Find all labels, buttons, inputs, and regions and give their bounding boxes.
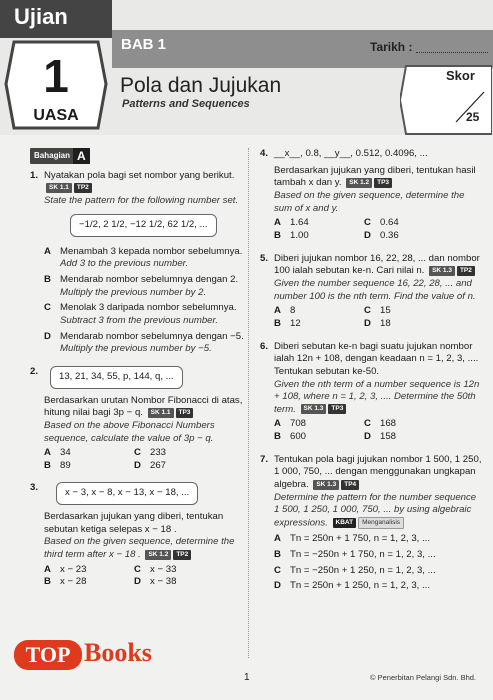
tp-tag: TP3 — [176, 408, 194, 418]
sequence-box: x − 3, x − 8, x − 13, x − 18, ... — [56, 482, 198, 505]
tp-tag: TP4 — [341, 480, 359, 490]
left-column — [30, 148, 254, 589]
topbooks-logo-books: Books — [84, 638, 152, 667]
question-text: Nyatakan pola bagi set nombor yang berikut. — [44, 170, 235, 181]
option-c[interactable]: C x − 33 — [134, 563, 177, 575]
option-d[interactable]: D 18 — [364, 317, 391, 329]
sk-tag: SK 1.1 — [148, 408, 174, 418]
sequence-box: 13, 21, 34, 55, p, 144, q, ... — [50, 366, 183, 389]
section-letter: A — [73, 148, 90, 164]
question-text-en: Given the nth term of a number sequence is 12n + 108, where n = 1, 2, 3, .... Determine the 50th term. — [274, 378, 480, 415]
chapter-title: Pola dan Jujukan — [120, 74, 282, 97]
question-text: Tentukan pola bagi jujukan nombor 1 500, 1 250, 1 000, 750, ... dengan menggunakan ungkapan algebra. — [274, 453, 482, 491]
kbat-tag: KBAT — [333, 518, 357, 528]
option-b[interactable]: B x − 28 — [44, 576, 87, 588]
option-b[interactable]: B Mendarab nombor sebelumnya dengan 2. Multiply the previous number by 2. — [44, 273, 239, 298]
question-number: 2. — [30, 365, 39, 377]
chapter-subtitle: Patterns and Sequences — [122, 98, 250, 110]
question-1 — [30, 170, 254, 356]
uasa-label: UASA — [33, 107, 79, 124]
options — [44, 564, 254, 589]
date-field[interactable] — [416, 52, 488, 53]
tp-tag: TP2 — [74, 183, 92, 193]
question-7 — [260, 454, 484, 593]
tp-tag: TP2 — [173, 550, 191, 560]
option-a[interactable]: A x − 23 — [44, 563, 87, 575]
option-d[interactable]: D 158 — [364, 431, 397, 443]
page-number: 1 — [244, 672, 250, 683]
bab-label: BAB 1 — [121, 36, 167, 53]
option-c[interactable]: C 233 — [134, 447, 167, 459]
question-number: 1. — [30, 170, 39, 181]
option-c[interactable]: C Menolak 3 daripada nombor sebelumnya. Subtract 3 from the previous number. — [44, 302, 237, 326]
sk-tag: SK 1.2 — [346, 178, 372, 188]
question-number: 3. — [30, 482, 39, 494]
question-number: 4. — [260, 148, 269, 159]
question-text: Berdasarkan urutan Nombor Fibonacci di atas, hitung nilai bagi 3p − q. — [44, 394, 243, 419]
options — [44, 447, 254, 472]
question-text: Diberi jujukan nombor 16, 22, 28, ... dan nombor 100 ialah sebutan ke-n. Cari nilai n. — [274, 252, 480, 277]
question-4 — [260, 148, 484, 243]
right-column — [260, 148, 484, 593]
ujian-label: Ujian — [14, 4, 68, 29]
tp-tag: TP2 — [457, 266, 475, 276]
options — [274, 217, 484, 242]
option-b[interactable]: B 12 — [274, 317, 301, 329]
option-d[interactable]: D Mendarab nombor sebelumnya dengan −5. Multiply the previous number by −5. — [44, 330, 244, 355]
sk-tag: SK 1.3 — [301, 404, 327, 414]
option-a[interactable]: A 8 — [274, 305, 296, 317]
question-number: 5. — [260, 252, 269, 264]
option-d[interactable]: D x − 38 — [134, 576, 177, 588]
options — [274, 533, 484, 593]
question-text: Berdasarkan jujukan yang diberi, tentukan sebutan ketiga selepas x − 18 . — [44, 511, 224, 535]
sk-tag: SK 1.3 — [313, 480, 339, 490]
sk-tag: SK 1.1 — [46, 183, 72, 193]
score-label: Skor — [446, 68, 475, 83]
question-text-en: Determine the pattern for the number sequence 1 500, 1 250, 1 000, 750, ... by using algebraic expressions. — [274, 491, 477, 529]
copyright: © Penerbitan Pelangi Sdn. Bhd. — [370, 673, 477, 682]
option-b[interactable]: B 600 — [274, 431, 307, 443]
topbooks-logo-top: TOP — [14, 640, 82, 670]
options — [274, 418, 484, 443]
question-text-en: Based on the given sequence, determine the sum of x and y. — [274, 189, 465, 214]
option-c[interactable]: C 168 — [364, 418, 397, 430]
options — [44, 246, 254, 356]
question-2 — [30, 366, 254, 473]
question-6 — [260, 341, 484, 444]
sequence: __x__, 0.8, __y__, 0.512, 0.4096, ... — [274, 148, 428, 159]
option-c[interactable]: C 15 — [364, 305, 391, 317]
option-a[interactable]: A 1.64 — [274, 217, 309, 229]
option-d[interactable]: D 267 — [134, 459, 167, 471]
question-number: 6. — [260, 340, 269, 352]
option-a[interactable]: A 708 — [274, 418, 307, 430]
question-3 — [30, 482, 254, 589]
options — [274, 305, 484, 330]
question-text: Berdasarkan jujukan yang diberi, tentukan hasil tambah x dan y. — [274, 164, 476, 189]
question-text-en: Given the number sequence 16, 22, 28, ... and number 100 is the nth term. Find the value of n. — [274, 277, 476, 302]
question-5 — [260, 253, 484, 331]
option-d[interactable]: D Tn = 250n + 1 250, n = 1, 2, 3, ... — [274, 580, 431, 592]
option-b[interactable]: B 1.00 — [274, 229, 309, 241]
option-a[interactable]: A Tn = 250n + 1 750, n = 1, 2, 3, ... — [274, 533, 431, 545]
tp-tag: TP3 — [328, 404, 346, 414]
option-b[interactable]: B Tn = −250n + 1 750, n = 1, 2, 3, ... — [274, 548, 436, 560]
option-a[interactable]: A 34 — [44, 447, 71, 459]
sequence-box: −1/2, 2 1/2, −12 1/2, 62 1/2, ... — [70, 214, 217, 237]
score-max: 25 — [466, 110, 480, 124]
question-text-en: State the pattern for the following number set. — [44, 195, 239, 207]
question-text-en: Based on the above Fibonacci Numbers sequence, calculate the value of 3p − q. — [44, 419, 215, 444]
option-c[interactable]: C Tn = −250n + 1 250, n = 1, 2, 3, ... — [274, 564, 436, 576]
option-d[interactable]: D 0.36 — [364, 229, 399, 241]
option-a[interactable]: A Menambah 3 kepada nombor sebelumnya. Add 3 to the previous number. — [44, 245, 243, 270]
test-number-badge — [4, 34, 108, 134]
question-number: 7. — [260, 453, 269, 465]
test-number: 1 — [43, 50, 69, 102]
question-text-en: Based on the given sequence, determine the third term after x − 18 . — [44, 536, 235, 561]
option-b[interactable]: B 89 — [44, 459, 71, 471]
ujian-bar — [0, 0, 112, 38]
section-label: Bahagian A — [30, 148, 254, 164]
option-c[interactable]: C 0.64 — [364, 217, 399, 229]
sk-tag: SK 1.3 — [429, 266, 455, 276]
tp-tag: TP3 — [374, 178, 392, 188]
question-text: Diberi sebutan ke-n bagi suatu jujukan nombor ialah 12n + 108, dengan keadaan n = 1, 2, 3, .... Tentukan sebutan ke-50. — [274, 340, 479, 377]
kbat-skill-tag: Menganalisis — [358, 517, 404, 529]
date-label: Tarikh : — [370, 40, 413, 54]
sk-tag: SK 1.2 — [145, 550, 171, 560]
